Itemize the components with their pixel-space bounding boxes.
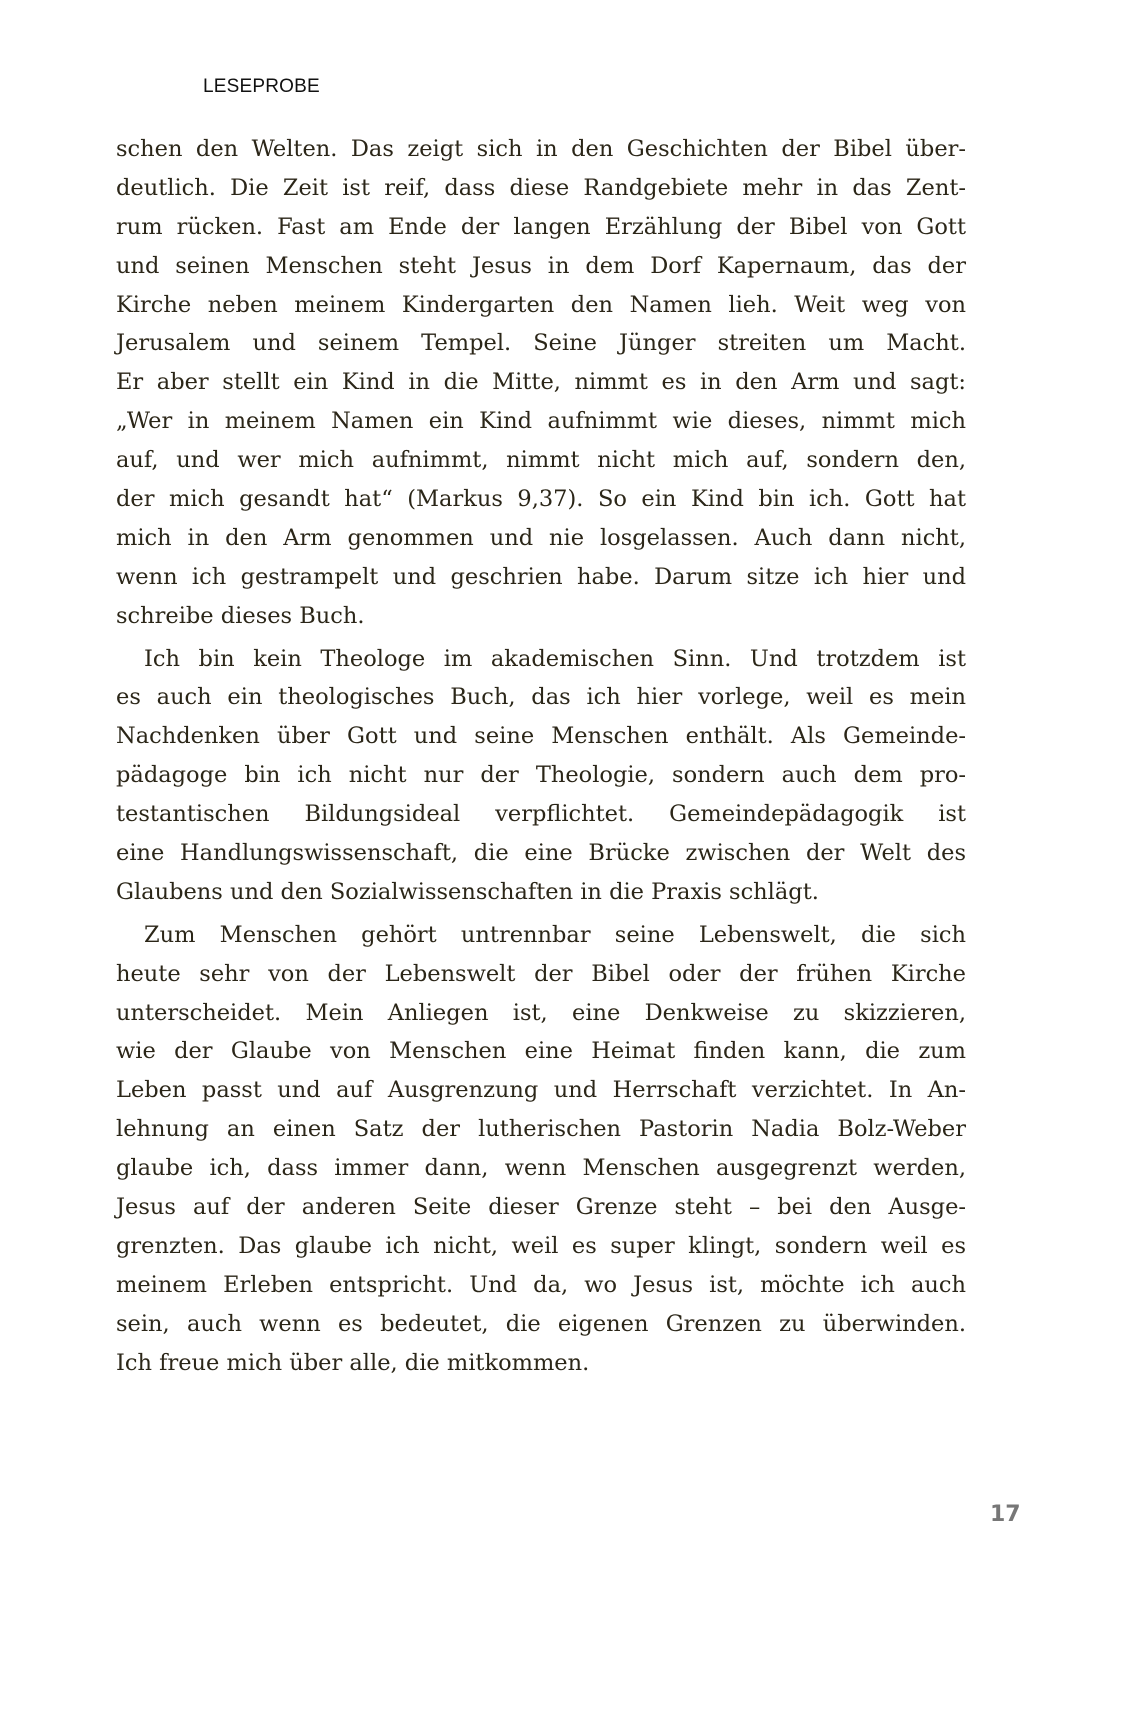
text-line: heute sehr von der Lebenswelt der Bibel oder der frühen Kirche <box>116 960 966 987</box>
text-line: testantischen Bildungsideal verpflichtet. Gemeindepädagogik ist <box>116 801 966 828</box>
text-line: auf, und wer mich aufnimmt, nimmt nicht mich auf, sondern den, <box>116 447 966 474</box>
text-line: Ich bin kein Theologe im akademischen Sinn. Und trotzdem ist <box>144 645 966 672</box>
text-line: rum rücken. Fast am Ende der langen Erzählung der Bibel von Gott <box>116 213 966 240</box>
page-number: 17 <box>990 1502 1021 1527</box>
text-line: eine Handlungswissenschaft, die eine Brücke zwischen der Welt des <box>116 840 966 867</box>
text-line: grenzten. Das glaube ich nicht, weil es super klingt, sondern weil es <box>116 1232 966 1259</box>
text-line: glaube ich, dass immer dann, wenn Menschen ausgegrenzt werden, <box>116 1155 966 1182</box>
text-line: Er aber stellt ein Kind in die Mitte, nimmt es in den Arm und sagt: <box>116 369 966 396</box>
text-line: wenn ich gestrampelt und geschrien habe. Darum sitze ich hier und <box>116 563 966 590</box>
text-line: meinem Erleben entspricht. Und da, wo Jesus ist, möchte ich auch <box>116 1271 966 1298</box>
text-line: wie der Glaube von Menschen eine Heimat finden kann, die zum <box>116 1038 966 1065</box>
text-line: Jerusalem und seinem Tempel. Seine Jünger streiten um Macht. <box>116 330 966 357</box>
paragraph-1 <box>116 130 966 636</box>
body-text <box>116 130 966 1383</box>
paragraph-3 <box>116 916 966 1383</box>
running-header: LESEPROBE <box>203 76 320 97</box>
text-line: es auch ein theologisches Buch, das ich hier vorlege, weil es mein <box>116 684 966 711</box>
text-line: der mich gesandt hat“ (Markus 9,37). So ein Kind bin ich. Gott hat <box>116 486 966 513</box>
text-line: pädagoge bin ich nicht nur der Theologie, sondern auch dem pro- <box>116 762 966 789</box>
text-line: unterscheidet. Mein Anliegen ist, eine Denkweise zu skizzieren, <box>116 999 966 1026</box>
text-line: Jesus auf der anderen Seite dieser Grenze steht – bei den Ausge- <box>116 1194 966 1221</box>
text-line: Zum Menschen gehört untrennbar seine Lebenswelt, die sich <box>144 921 966 948</box>
text-line: Ich freue mich über alle, die mitkommen. <box>116 1349 590 1376</box>
text-line: Nachdenken über Gott und seine Menschen enthält. Als Gemeinde- <box>116 723 966 750</box>
text-line: Leben passt und auf Ausgrenzung und Herrschaft verzichtet. In An- <box>116 1077 966 1104</box>
text-line: deutlich. Die Zeit ist reif, dass diese Randgebiete mehr in das Zent- <box>116 174 966 201</box>
text-line: und seinen Menschen steht Jesus in dem Dorf Kapernaum, das der <box>116 252 966 279</box>
text-line: schreibe dieses Buch. <box>116 602 365 629</box>
text-line: „Wer in meinem Namen ein Kind aufnimmt wie dieses, nimmt mich <box>116 408 966 435</box>
text-line: sein, auch wenn es bedeutet, die eigenen Grenzen zu überwinden. <box>116 1310 966 1337</box>
text-line: Kirche neben meinem Kindergarten den Namen lieh. Weit weg von <box>116 291 966 318</box>
text-line: Glaubens und den Sozialwissenschaften in die Praxis schlägt. <box>116 878 819 905</box>
paragraph-2 <box>116 640 966 912</box>
text-line: schen den Welten. Das zeigt sich in den Geschichten der Bibel über- <box>116 136 966 162</box>
text-line: lehnung an einen Satz der lutherischen Pastorin Nadia Bolz-Weber <box>116 1116 966 1143</box>
text-line: mich in den Arm genommen und nie losgelassen. Auch dann nicht, <box>116 524 966 551</box>
